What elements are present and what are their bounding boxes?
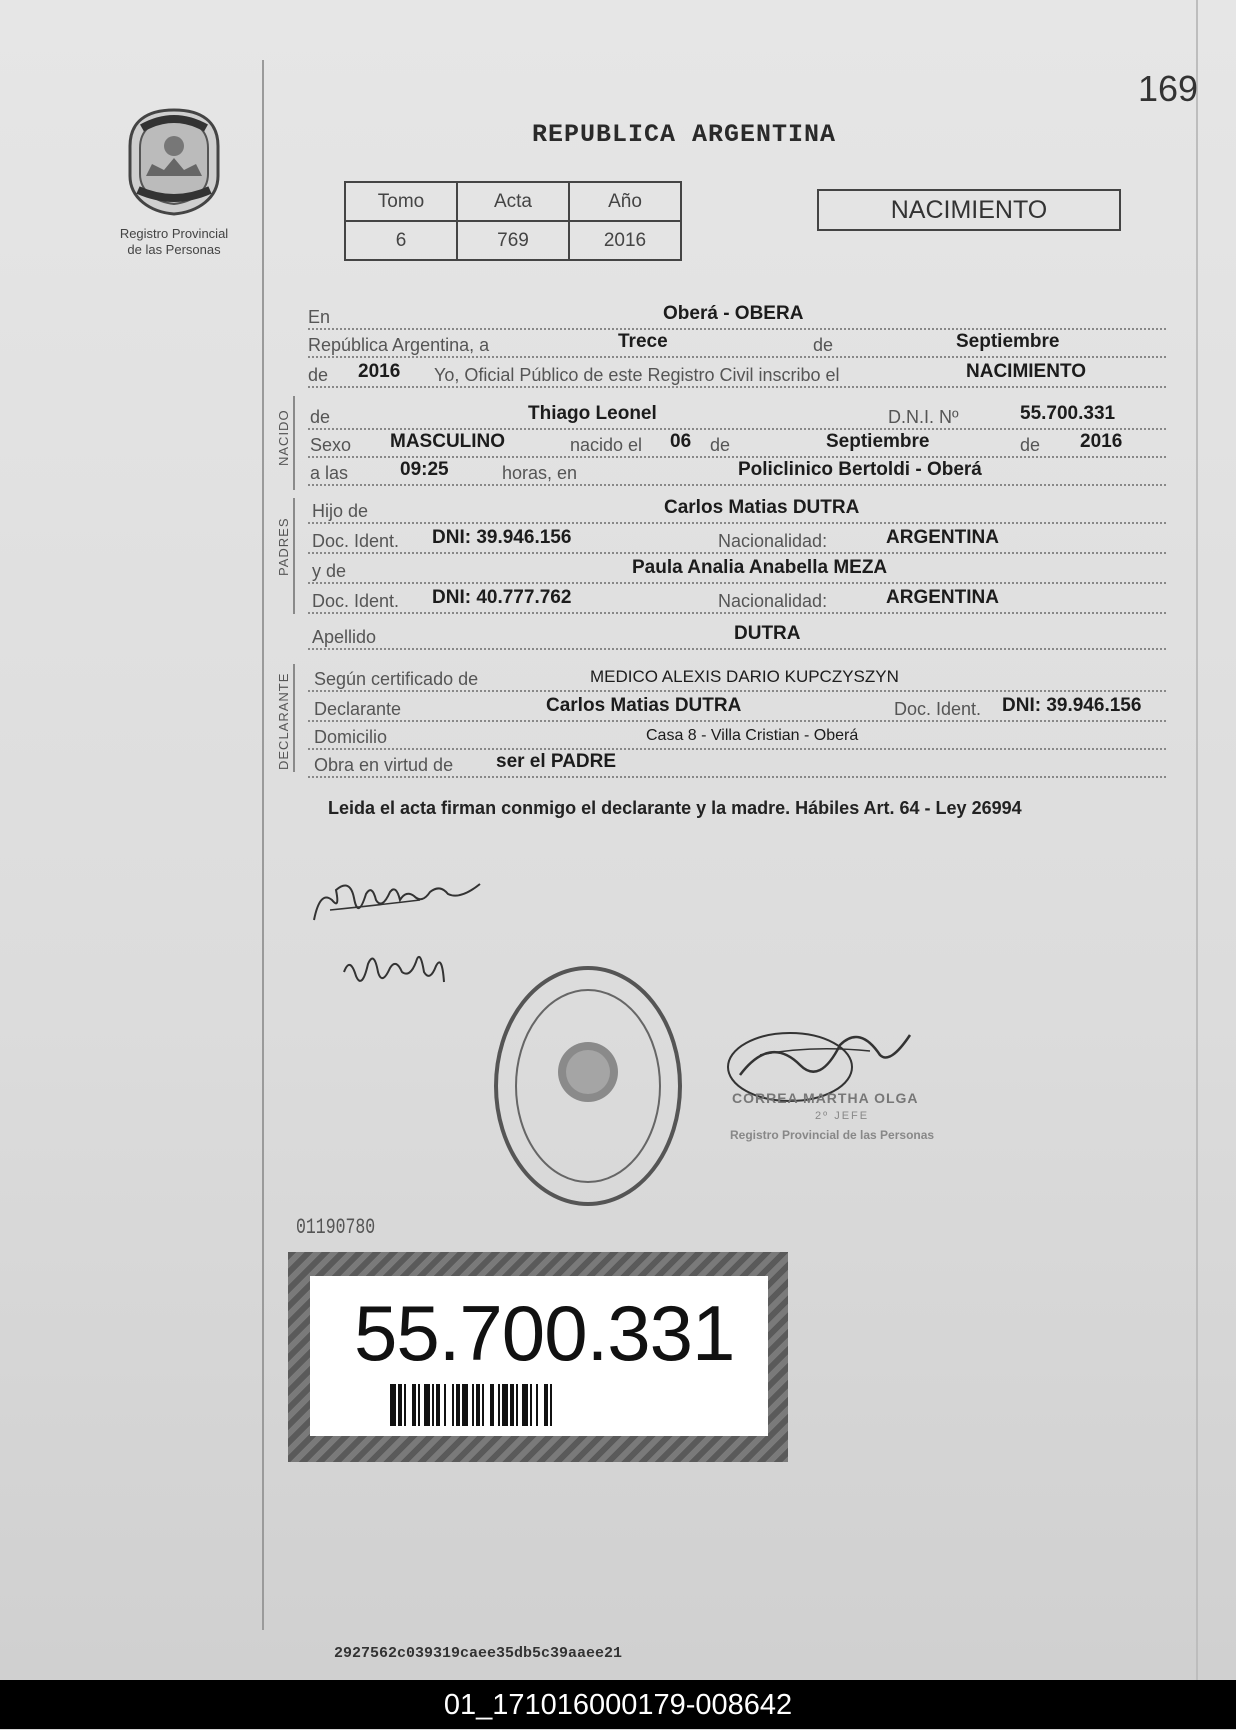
label-de-anio: de [1020, 435, 1041, 455]
label-obra: Obra en virtud de [314, 755, 454, 775]
official-org: Registro Provincial de las Personas [730, 1128, 935, 1142]
value-padre-nac: ARGENTINA [886, 527, 999, 548]
label-y-de: y de [312, 561, 347, 581]
value-dia: 06 [670, 431, 692, 452]
province-seal-icon [124, 106, 224, 218]
label-a-las: a las [310, 463, 349, 483]
row-hijo-de [308, 496, 1166, 524]
margin-line [262, 60, 264, 1630]
label-apellido: Apellido [312, 627, 377, 647]
label-dni: D.N.I. Nº [888, 407, 959, 427]
value-hora: 09:25 [400, 459, 449, 480]
row-madre-doc [308, 586, 1166, 614]
row-apellido [308, 622, 1166, 650]
section-label-padres: PADRES [276, 517, 291, 576]
logo-caption-line2: de las Personas [127, 242, 221, 257]
value-sexo: MASCULINO [390, 431, 506, 452]
label-padre-doc: Doc. Ident. [312, 531, 400, 551]
logo-caption-line1: Registro Provincial [119, 226, 229, 241]
value-day: Trece [618, 331, 668, 352]
value-acta: 769 [457, 221, 569, 260]
barcode-label [288, 1252, 788, 1462]
nacido-bar [293, 396, 295, 490]
value-declarante-doc: DNI: 39.946.156 [1002, 695, 1142, 716]
leida-statement: Leida el acta firman conmigo el declarante y la madre. Hábiles Art. 64 - Ley 26994 [328, 798, 1022, 818]
document-title: REPUBLICA ARGENTINA [532, 120, 837, 149]
row-inscribo [308, 360, 1166, 388]
header-acta: Acta [457, 182, 569, 221]
row-nombre [308, 402, 1166, 430]
declarant-signature-icon [310, 870, 490, 930]
label-padre-nac: Nacionalidad: [718, 531, 828, 551]
value-lugar: Policlinico Bertoldi - Oberá [738, 459, 982, 480]
header-anio: Año [569, 182, 681, 221]
label-sexo: Sexo [310, 435, 352, 455]
row-obra [308, 750, 1166, 778]
row-y-de [308, 556, 1166, 584]
value-declarante: Carlos Matias DUTRA [546, 695, 742, 716]
label-de-mes: de [710, 435, 731, 455]
declarante-bar [293, 664, 295, 772]
file-id-bar: 01_171016000179-008642 [0, 1680, 1236, 1729]
official-name: CORREA MARTHA OLGA [732, 1090, 919, 1106]
barcode-number: 55.700.331 [354, 1289, 735, 1377]
header-tomo: Tomo [345, 182, 457, 221]
official-stamp-icon [488, 960, 688, 1212]
value-year: 2016 [358, 361, 401, 382]
section-label-declarante: DECLARANTE [276, 672, 291, 770]
value-tomo: 6 [345, 221, 457, 260]
label-hijo-de: Hijo de [312, 501, 369, 521]
label-de-month: de [813, 335, 834, 355]
value-obra: ser el PADRE [496, 751, 617, 772]
barcode-panel [310, 1276, 768, 1436]
row-hora [308, 458, 1166, 486]
registry-logo [104, 106, 244, 258]
value-madre: Paula Analia Anabella MEZA [632, 557, 888, 578]
row-declarante [308, 694, 1166, 722]
label-certificado: Según certificado de [314, 669, 479, 689]
value-anio: 2016 [569, 221, 681, 260]
row-sexo [308, 430, 1166, 458]
mother-signature-icon [340, 942, 450, 996]
value-en: Oberá - OBERA [663, 303, 804, 324]
registry-table [344, 181, 682, 261]
label-en: En [308, 307, 331, 327]
padres-bar [293, 498, 295, 614]
row-republica [308, 330, 1166, 358]
value-nombre: Thiago Leonel [528, 403, 657, 424]
barcode-icon [390, 1384, 690, 1426]
value-padre-doc: DNI: 39.946.156 [432, 527, 572, 548]
label-domicilio: Domicilio [314, 727, 388, 747]
value-madre-nac: ARGENTINA [886, 587, 999, 608]
value-dni: 55.700.331 [1020, 403, 1116, 424]
value-inscribo: NACIMIENTO [966, 361, 1086, 382]
value-certificado: MEDICO ALEXIS DARIO KUPCZYSZYN [590, 667, 899, 686]
row-en [308, 302, 1166, 330]
label-yo-oficial: Yo, Oficial Público de este Registro Civil inscribo el [434, 365, 840, 385]
value-apellido: DUTRA [734, 623, 801, 644]
value-madre-doc: DNI: 40.777.762 [432, 587, 572, 608]
label-madre-nac: Nacionalidad: [718, 591, 828, 611]
value-mes: Septiembre [826, 431, 930, 452]
page-number: 169 [1138, 68, 1199, 109]
row-padre-doc [308, 526, 1166, 554]
label-republica: República Argentina, a [308, 335, 490, 355]
section-label-nacido: NACIDO [276, 409, 291, 466]
label-nacido-el: nacido el [570, 435, 643, 455]
label-declarante: Declarante [314, 699, 402, 719]
row-domicilio [308, 722, 1166, 750]
official-role: 2º JEFE [815, 1110, 870, 1122]
label-declarante-doc: Doc. Ident. [894, 699, 982, 719]
value-month: Septiembre [956, 331, 1060, 352]
value-anio: 2016 [1080, 431, 1123, 452]
serial-number: 01190780 [296, 1215, 376, 1240]
document-hash: 2927562c039319caee35db5c39aaee21 [334, 1645, 623, 1662]
value-padre: Carlos Matias DUTRA [664, 497, 860, 518]
label-horas-en: horas, en [502, 463, 578, 483]
label-de-year: de [308, 365, 329, 385]
page-edge [1196, 0, 1198, 1680]
label-de-nombre: de [310, 407, 331, 427]
value-domicilio: Casa 8 - Villa Cristian - Oberá [646, 727, 859, 744]
act-type-box: NACIMIENTO [817, 189, 1121, 231]
label-madre-doc: Doc. Ident. [312, 591, 400, 611]
row-certificado [308, 664, 1166, 692]
